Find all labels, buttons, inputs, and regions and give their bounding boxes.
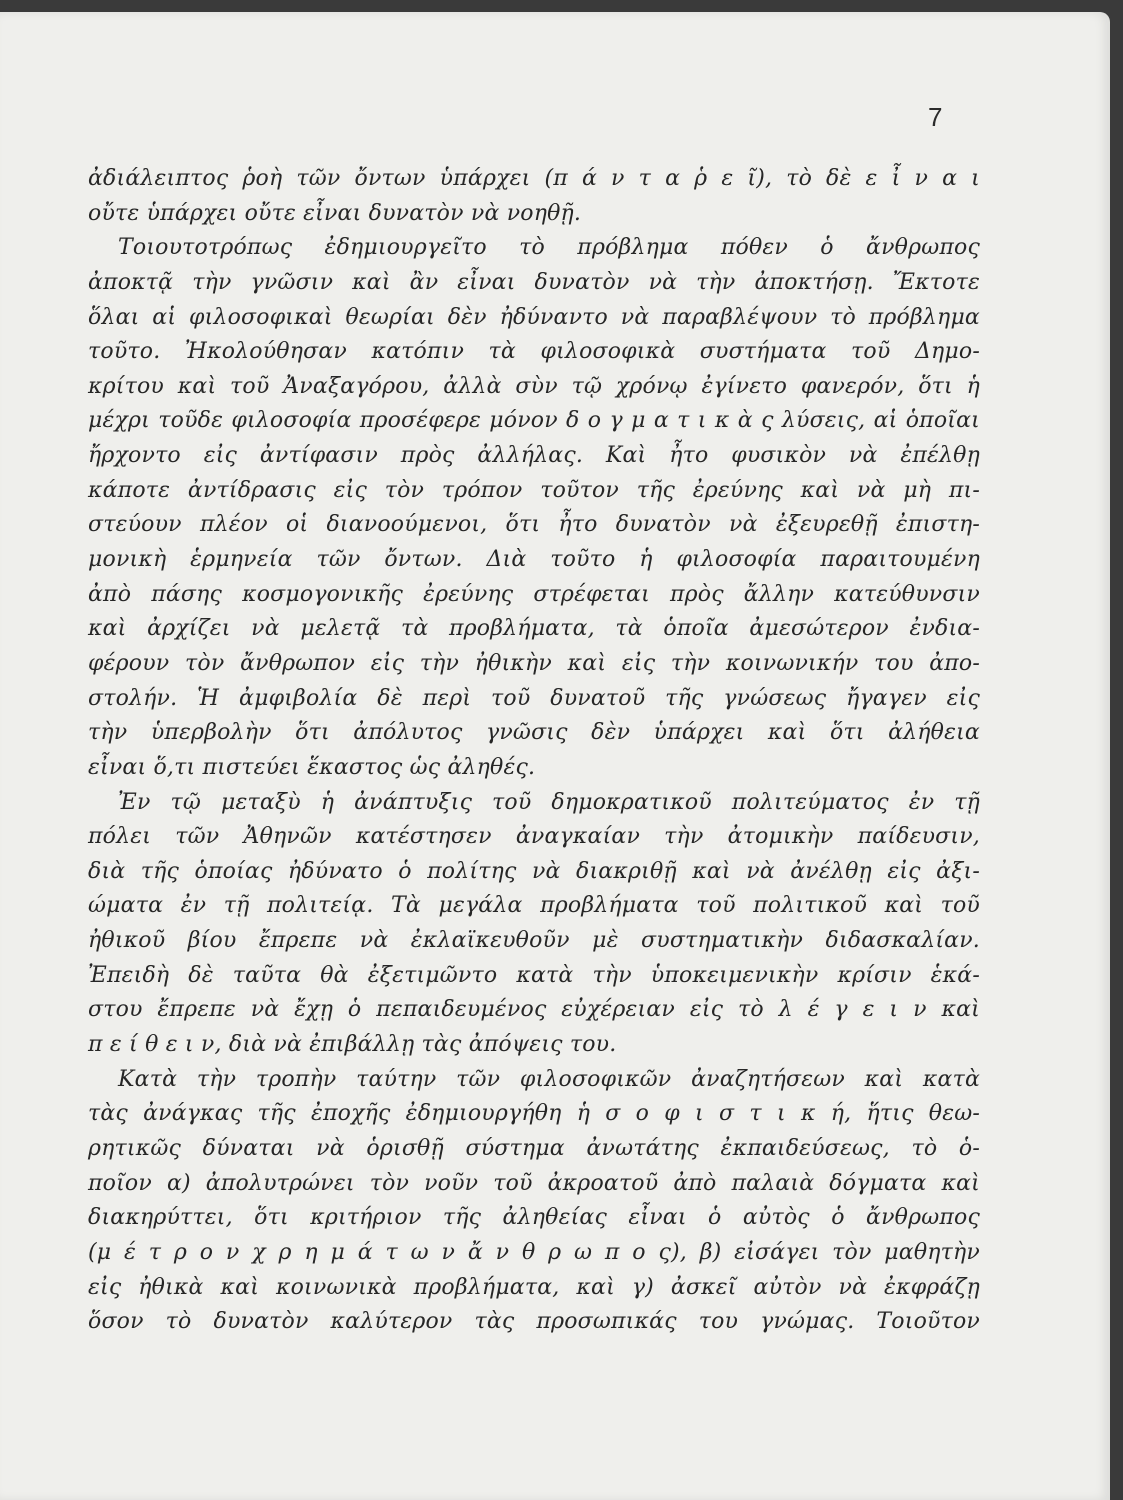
text-line: Κατὰ τὴν τροπὴν ταύτην τῶν φιλοσοφικῶν ἀναζητήσεων καὶ κατὰ <box>118 1066 980 1092</box>
text-line: διακηρύττει, ὅτι κριτήριον τῆς ἀληθείας εἶναι ὁ αὐτὸς ὁ ἄνθρωπος <box>88 1205 980 1231</box>
text-line: φέρουν τὸν ἄνθρωπον εἰς τὴν ἠθικὴν καὶ εἰς τὴν κοινωνικήν του ἀπο- <box>88 650 980 676</box>
text-line: διὰ τῆς ὁποίας ἠδύνατο ὁ πολίτης νὰ διακριθῇ καὶ νὰ ἀνέλθῃ εἰς ἀξι- <box>88 858 980 884</box>
text-line: καὶ ἀρχίζει νὰ μελετᾷ τὰ προβλήματα, τὰ ὁποῖα ἀμεσώτερον ἐνδια- <box>88 616 980 642</box>
text-line: στεύουν πλέον οἱ διανοούμενοι, ὅτι ἦτο δυνατὸν νὰ ἐξευρεθῇ ἐπιστη- <box>88 512 980 538</box>
text-line: εἶναι ὅ,τι πιστεύει ἕκαστος ὡς ἀληθές. <box>88 754 536 780</box>
text-line: μονικὴ ἑρμηνεία τῶν ὄντων. Διὰ τοῦτο ἡ φιλοσοφία παραιτουμένη <box>88 547 980 573</box>
text-line: ώματα ἐν τῇ πολιτείᾳ. Τὰ μεγάλα προβλήματα τοῦ πολιτικοῦ καὶ τοῦ <box>88 893 980 919</box>
book-page <box>0 12 1110 1500</box>
text-line: π ε ί θ ε ι ν, διὰ νὰ ἐπιβάλλῃ τὰς ἀπόψεις του. <box>88 1032 617 1058</box>
text-line: ἠθικοῦ βίου ἔπρεπε νὰ ἐκλαϊκευθοῦν μὲ συστηματικὴν διδασκαλίαν. <box>88 928 980 954</box>
text-line: τὰς ἀνάγκας τῆς ἐποχῆς ἐδημιουργήθη ἡ σ ο φ ι σ τ ι κ ή, ἥτις θεω- <box>88 1101 980 1127</box>
body-text <box>88 162 980 1340</box>
text-line: τὴν ὑπερβολὴν ὅτι ἀπόλυτος γνῶσις δὲν ὑπάρχει καὶ ὅτι ἀλήθεια <box>88 720 980 746</box>
page-number: 7 <box>928 102 943 132</box>
text-line: οὔτε ὑπάρχει οὔτε εἶναι δυνατὸν νὰ νοηθῇ. <box>88 200 582 226</box>
text-line: ρητικῶς δύναται νὰ ὁρισθῇ σύστημα ἀνωτάτης ἐκπαιδεύσεως, τὸ ὁ- <box>88 1135 980 1161</box>
text-line: (μ έ τ ρ ο ν χ ρ η μ ά τ ω ν ἄ ν θ ρ ω π ο ς), β) εἰσάγει τὸν μαθητὴν <box>88 1239 980 1265</box>
text-line: στου ἔπρεπε νὰ ἔχῃ ὁ πεπαιδευμένος εὐχέρειαν εἰς τὸ λ έ γ ε ι ν καὶ <box>88 997 980 1023</box>
text-line: κρίτου καὶ τοῦ Ἀναξαγόρου, ἀλλὰ σὺν τῷ χρόνῳ ἐγίνετο φανερόν, ὅτι ἡ <box>88 373 980 399</box>
text-line: πόλει τῶν Ἀθηνῶν κατέστησεν ἀναγκαίαν τὴν ἀτομικὴν παίδευσιν, <box>88 824 980 850</box>
text-line: ποῖον α) ἀπολυτρώνει τὸν νοῦν τοῦ ἀκροατοῦ ἀπὸ παλαιὰ δόγματα καὶ <box>88 1170 980 1196</box>
text-line: μέχρι τοῦδε φιλοσοφία προσέφερε μόνον δ ο γ μ α τ ι κ ὰ ς λύσεις, αἱ ὁποῖαι <box>88 408 980 434</box>
text-line: Ἐν τῷ μεταξὺ ἡ ἀνάπτυξις τοῦ δημοκρατικοῦ πολιτεύματος ἐν τῇ <box>118 789 980 815</box>
text-line: ἤρχοντο εἰς ἀντίφασιν πρὸς ἀλλήλας. Καὶ ἦτο φυσικὸν νὰ ἐπέλθῃ <box>88 443 980 469</box>
text-line: ὅσον τὸ δυνατὸν καλύτερον τὰς προσωπικάς του γνώμας. Τοιοῦτον <box>88 1309 980 1335</box>
text-line: εἰς ἠθικὰ καὶ κοινωνικὰ προβλήματα, καὶ γ) ἀσκεῖ αὐτὸν νὰ ἐκφράζῃ <box>88 1274 980 1300</box>
text-line: ἀδιάλειπτος ῥοὴ τῶν ὄντων ὑπάρχει (π ά ν τ α ῥ ε ῖ), τὸ δὲ ε ἶ ν α ι <box>88 166 980 191</box>
text-line: ὅλαι αἱ φιλοσοφικαὶ θεωρίαι δὲν ἠδύναντο νὰ παραβλέψουν τὸ πρόβλημα <box>88 304 980 330</box>
text-line: στολήν. Ἡ ἀμφιβολία δὲ περὶ τοῦ δυνατοῦ τῆς γνώσεως ἤγαγεν εἰς <box>88 685 980 711</box>
text-line: Τοιουτοτρόπως ἐδημιουργεῖτο τὸ πρόβλημα πόθεν ὁ ἄνθρωπος <box>118 235 980 261</box>
text-line: Ἐπειδὴ δὲ ταῦτα θὰ ἐξετιμῶντο κατὰ τὴν ὑποκειμενικὴν κρίσιν ἑκά- <box>88 962 980 988</box>
text-line: ἀποκτᾷ τὴν γνῶσιν καὶ ἂν εἶναι δυνατὸν νὰ τὴν ἀποκτήσῃ. Ἔκτοτε <box>88 269 980 295</box>
text-line: κάποτε ἀντίδρασις εἰς τὸν τρόπον τοῦτον τῆς ἐρεύνης καὶ νὰ μὴ πι- <box>88 477 980 503</box>
text-line: τοῦτο. Ἠκολούθησαν κατόπιν τὰ φιλοσοφικὰ συστήματα τοῦ Δημο- <box>88 339 980 365</box>
text-line: ἀπὸ πάσης κοσμογονικῆς ἐρεύνης στρέφεται πρὸς ἄλλην κατεύθυνσιν <box>88 581 980 607</box>
